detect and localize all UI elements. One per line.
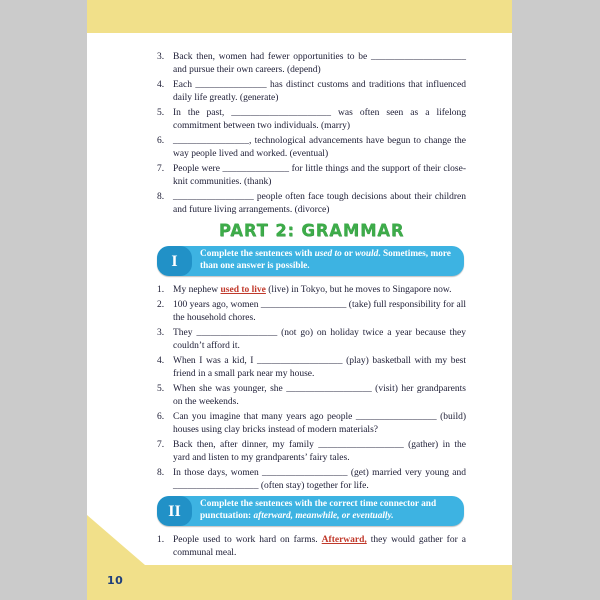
exercise-item xyxy=(157,327,466,353)
item-text xyxy=(173,51,466,77)
text-segment: Can you imagine that many years ago people xyxy=(173,412,356,422)
exercise-item xyxy=(157,355,466,381)
item-number: 5. xyxy=(157,384,165,394)
text-segment: for little things and the support of their close-knit communities. (thank) xyxy=(173,164,466,187)
text-segment: When I was a kid, I xyxy=(173,356,258,366)
text-segment: . Sometimes, more than one answer is possible. xyxy=(200,249,451,271)
item-text xyxy=(173,107,466,133)
text-segment: they would gather for a communal meal. xyxy=(173,535,466,558)
text-segment: afterward, meanwhile, or eventually. xyxy=(253,510,394,521)
text-segment: _________________ xyxy=(355,412,437,422)
item-text xyxy=(173,79,466,105)
item-text xyxy=(173,411,466,437)
text-segment: ________________ xyxy=(173,136,249,146)
page-bottom-yellow-band xyxy=(87,565,512,600)
text-segment: Back then, women had fewer opportunities to be xyxy=(173,52,371,62)
exercise-item xyxy=(157,135,466,161)
item-number: 7. xyxy=(157,440,165,450)
exercise-item xyxy=(157,163,466,189)
text-segment: Complete the sentences with xyxy=(200,249,315,259)
exercise-item xyxy=(157,534,466,560)
item-number: 7. xyxy=(157,164,165,174)
part1-exercise-list xyxy=(157,51,466,217)
text-segment: ______________ xyxy=(222,164,290,174)
item-number: 2. xyxy=(157,300,165,310)
text-segment: They xyxy=(173,328,197,338)
text-segment: (live) in Tokyo, but he moves to Singapore now. xyxy=(265,285,452,295)
text-segment: , technological advancements have begun to change the way people lived and worked. (eventual) xyxy=(173,136,466,159)
item-number: 8. xyxy=(157,468,165,478)
text-segment: __________________ xyxy=(286,384,372,394)
text-segment: (gather) in the yard and listen to my grandparents’ fairy tales. xyxy=(173,440,467,463)
answer-highlight: used to live xyxy=(220,285,266,295)
text-segment: would xyxy=(355,249,379,259)
section1-exercise-list xyxy=(157,284,466,493)
item-text xyxy=(173,191,466,217)
section2-instruction-box xyxy=(157,496,464,526)
exercise-item xyxy=(157,299,466,325)
item-number: 6. xyxy=(157,412,165,422)
item-text xyxy=(173,355,466,381)
exercise-item xyxy=(157,467,466,493)
text-segment: In those days, women xyxy=(173,468,263,478)
exercise-item xyxy=(157,383,466,409)
text-segment: used to xyxy=(314,249,342,259)
text-segment: In the past, xyxy=(173,108,232,118)
part2-heading: PART 2: GRAMMAR xyxy=(218,221,405,240)
item-number: 3. xyxy=(157,52,165,62)
item-text xyxy=(173,284,466,297)
item-number: 3. xyxy=(157,328,165,338)
exercise-item xyxy=(157,51,466,77)
section2-exercise-list xyxy=(157,534,466,560)
text-segment: People were xyxy=(173,164,223,174)
item-number: 6. xyxy=(157,136,165,146)
exercise-item xyxy=(157,79,466,105)
text-segment: (get) married very young and xyxy=(347,468,466,478)
page-content xyxy=(87,33,512,562)
text-segment: was often seen as a lifelong commitment between two individuals. (marry) xyxy=(173,108,466,131)
item-text xyxy=(173,299,466,325)
text-segment: has distinct customs and traditions that influenced daily life greatly. (generate) xyxy=(173,80,466,103)
text-segment: _____________________ xyxy=(231,108,332,118)
item-number: 1. xyxy=(157,285,165,295)
section1-instruction-text xyxy=(192,246,464,276)
exercise-item xyxy=(157,284,466,297)
text-segment: __________________ xyxy=(318,440,404,450)
item-text xyxy=(173,467,466,493)
page-top-yellow-band xyxy=(87,0,512,33)
section2-instruction-text xyxy=(192,496,464,526)
exercise-item xyxy=(157,439,466,465)
text-segment: Back then, after dinner, my family xyxy=(173,440,319,450)
text-segment: When she was younger, she xyxy=(173,384,287,394)
section1-numeral-badge: I xyxy=(157,246,192,276)
text-segment: 100 years ago, women xyxy=(173,300,261,310)
page-number: 10 xyxy=(107,574,124,587)
section1-instruction-box xyxy=(157,246,464,276)
item-text xyxy=(173,439,466,465)
text-segment: Complete the sentences with the correct time connector and punctuation: xyxy=(200,499,437,521)
exercise-item xyxy=(157,411,466,437)
exercise-item xyxy=(157,191,466,217)
text-segment: __________________ xyxy=(260,300,347,310)
text-segment: (not go) on holiday twice a year because they couldn’t afford it. xyxy=(173,328,466,351)
text-segment: (take) full responsibility for all the household chores. xyxy=(173,300,467,323)
exercise-item xyxy=(157,107,466,133)
text-segment: (build) houses using clay bricks instead of modern materials? xyxy=(173,412,466,435)
item-number: 4. xyxy=(157,356,165,366)
text-segment: __________________ xyxy=(173,481,259,491)
text-segment: _________________ xyxy=(173,192,254,202)
text-segment: (play) basketball with my best friend in a small park near my house. xyxy=(173,356,467,379)
text-segment: and pursue their own careers. (depend) xyxy=(173,65,321,75)
text-segment: __________________ xyxy=(257,356,343,366)
text-segment: or xyxy=(341,249,356,259)
item-number: 4. xyxy=(157,80,165,90)
text-segment: People used to work hard on farms. xyxy=(173,535,322,545)
text-segment: (visit) her grandparents on the weekends. xyxy=(173,384,466,407)
item-text xyxy=(173,135,466,161)
text-segment: My nephew xyxy=(173,285,221,295)
text-segment: __________________ xyxy=(262,468,348,478)
section2-numeral-badge: II xyxy=(157,496,192,526)
text-segment: _______________ xyxy=(195,80,267,90)
text-segment: Each xyxy=(173,80,196,90)
item-text xyxy=(173,327,466,353)
item-text xyxy=(173,163,466,189)
text-segment: ____________________ xyxy=(371,52,466,62)
item-text xyxy=(173,534,466,560)
item-number: 8. xyxy=(157,192,165,202)
answer-highlight: Afterward, xyxy=(321,535,367,545)
text-segment: people often face tough decisions about their children and future living arrangements. (divorce) xyxy=(173,192,466,215)
text-segment: (often stay) together for life. xyxy=(258,481,369,491)
item-text xyxy=(173,383,466,409)
workbook-page xyxy=(87,0,512,600)
item-number: 1. xyxy=(157,535,165,545)
item-number: 5. xyxy=(157,108,165,118)
text-segment: _________________ xyxy=(196,328,278,338)
